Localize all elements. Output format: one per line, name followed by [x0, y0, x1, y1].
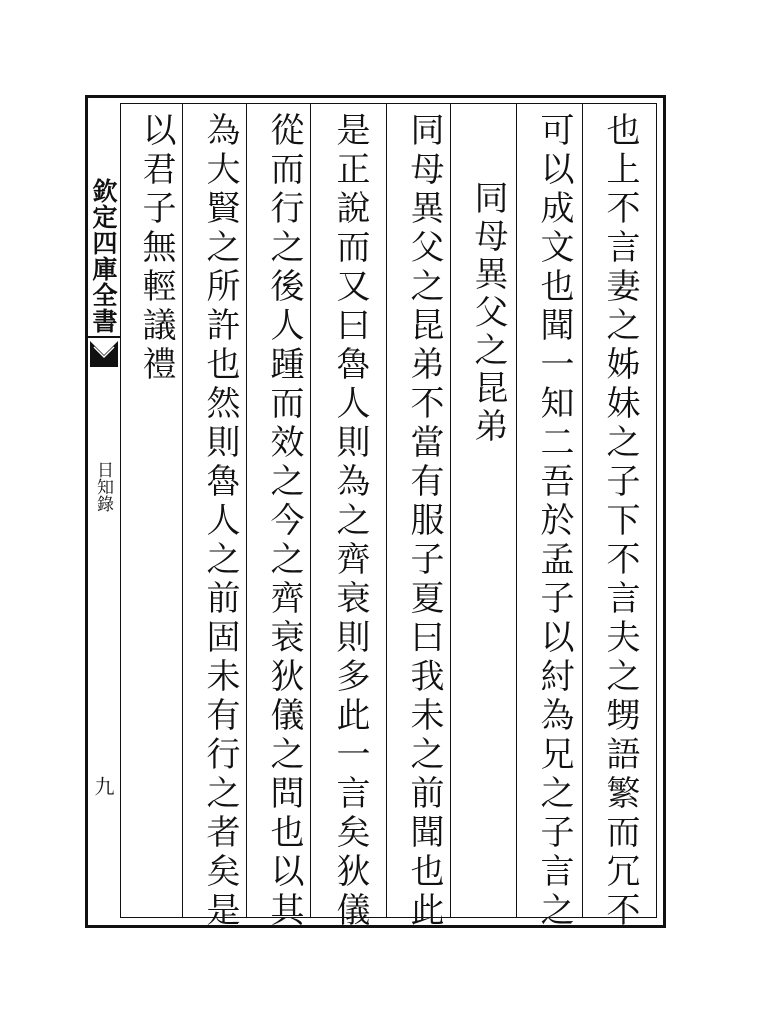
column-rule [386, 104, 387, 917]
section-heading: 同母異父之昆弟 [468, 180, 508, 446]
margin-page-number: 九 [91, 776, 115, 796]
text-column-6: 從而行之後人踵而效之今之齊衰狄儀之問也以其 [264, 112, 304, 931]
fishtail-ornament [88, 335, 120, 369]
text-column-4: 同母異父之昆弟不當有服子夏曰我未之前聞也此 [404, 112, 444, 931]
margin-book-title: 日知錄 [93, 460, 113, 512]
margin-book-series-title: 欽定四庫全書 [89, 178, 118, 334]
text-column-5: 是正說而又曰魯人則為之齊衰則多此一言矣狄儀 [330, 112, 370, 931]
text-column-8: 以君子無輕議禮 [136, 112, 176, 385]
text-column-7: 為大賢之所許也然則魯人之前固未有行之者矣是 [200, 112, 240, 931]
text-column-1: 也上不言妻之姊妹之子下不言夫之甥語繁而冗不 [600, 112, 640, 931]
text-column-2: 可以成文也聞一知二吾於孟子以紂為兄之子言之 [534, 112, 574, 931]
